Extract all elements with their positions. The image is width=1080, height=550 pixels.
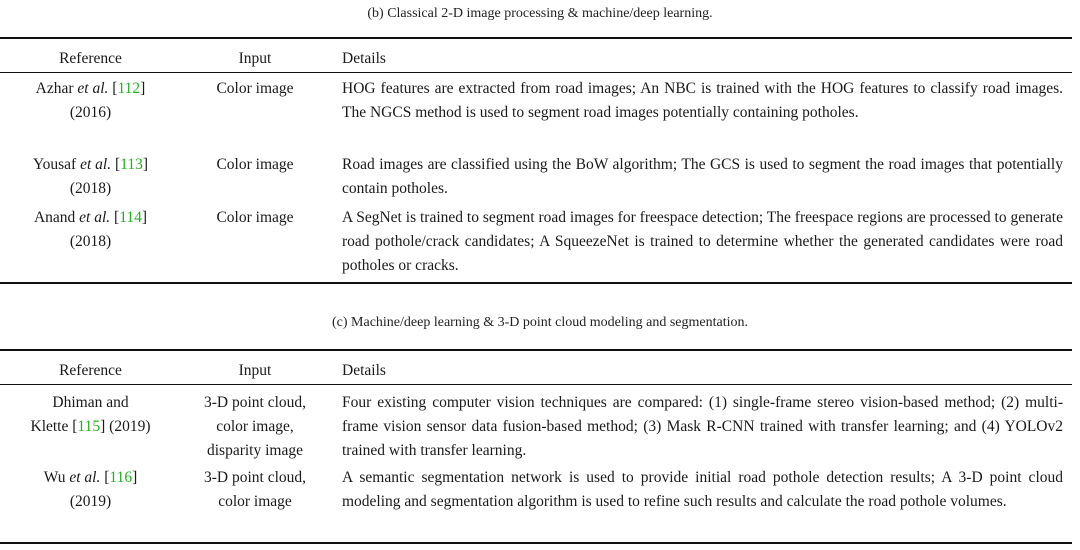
ref-year: (2018) (69, 180, 112, 197)
ref-author: Wu (43, 469, 66, 486)
ref-year: (2019) (109, 418, 151, 435)
table-b-top-rule (0, 37, 1072, 39)
table-c-header-details: Details (342, 362, 386, 379)
table-row: Dhiman and Klette [115] (2019) (3, 391, 178, 439)
input-line: 3-D point cloud, (203, 469, 307, 486)
table-b-header-input: Input (238, 50, 272, 67)
ref-year: (2016) (69, 104, 112, 121)
citation-link[interactable]: 112 (117, 80, 141, 97)
row-details: A semantic segmentation network is used to provide initial road pothole detection results; A 3-D point cloud modeling and segmentation algorithm is used to refine such results and calculate the road pothole volumes. (342, 469, 1063, 510)
table-c-caption: (c) Machine/deep learning & 3-D point cloud modeling and segmentation. (332, 315, 748, 330)
table-c-top-rule (0, 349, 1072, 351)
table-row: Yousaf et al. [113] (2018) (3, 153, 178, 201)
ref-year: (2018) (69, 233, 112, 250)
ref-year: (2019) (69, 493, 112, 510)
input-line: 3-D point cloud, (203, 394, 307, 411)
table-b-header-reference: Reference (59, 50, 122, 67)
citation-link[interactable]: 114 (119, 209, 142, 226)
row-input (165, 391, 345, 463)
ref-author: Azhar (35, 80, 74, 97)
row-details: A SegNet is trained to segment road images for freespace detection; The freespace regions are processed to generate road pothole/crack candidates; A SqueezeNet is trained to determine whether the generated candidates were road potholes or cracks. (342, 209, 1063, 274)
citation-link[interactable]: 113 (120, 156, 143, 173)
row-input: Color image (216, 156, 294, 173)
citation-link[interactable]: 115 (77, 418, 101, 435)
row-input (165, 466, 345, 514)
input-line: disparity image (207, 442, 303, 459)
citation-link[interactable]: 116 (109, 469, 133, 486)
ref-author: Klette (30, 418, 69, 435)
input-line: color image (218, 493, 292, 510)
ref-etal: et al. (69, 469, 101, 486)
ref-etal: et al. (77, 80, 109, 97)
table-b-caption: (b) Classical 2-D image processing & machine/deep learning. (367, 6, 713, 21)
row-input: Color image (216, 80, 294, 97)
row-details: Four existing computer vision techniques are compared: (1) single-frame stereo vision-based method; (2) multi-frame vision sensor data fusion-based method; (3) Mask R-CNN trained with transfer learning; and (4) YOLOv2 trained with transfer learning. (342, 394, 1063, 459)
ref-author: Yousaf (33, 156, 77, 173)
table-b-bottom-rule (0, 282, 1072, 284)
table-c-header-input: Input (238, 362, 272, 379)
row-details: Road images are classified using the BoW algorithm; The GCS is used to segment the road images that potentially contain potholes. (342, 156, 1063, 197)
table-row: Azhar et al. [112] (2016) (3, 77, 178, 125)
ref-etal: et al. (79, 209, 111, 226)
row-input: Color image (216, 209, 294, 226)
table-row: Wu et al. [116] (2019) (3, 466, 178, 514)
table-b-header-details: Details (342, 50, 386, 67)
table-c-header-rule (0, 384, 1072, 385)
ref-etal: et al. (80, 156, 112, 173)
table-b-header-rule (0, 72, 1072, 73)
input-line: color image, (216, 418, 294, 435)
row-details: HOG features are extracted from road images; An NBC is trained with the HOG features to classify road images. The NGCS method is used to segment road images potentially containing potholes. (342, 80, 1063, 121)
table-row: Anand et al. [114] (2018) (3, 206, 178, 254)
table-c-header-reference: Reference (59, 362, 122, 379)
ref-author: Anand (33, 209, 76, 226)
ref-author: Dhiman and (52, 394, 129, 411)
table-c-bottom-rule (0, 542, 1072, 544)
